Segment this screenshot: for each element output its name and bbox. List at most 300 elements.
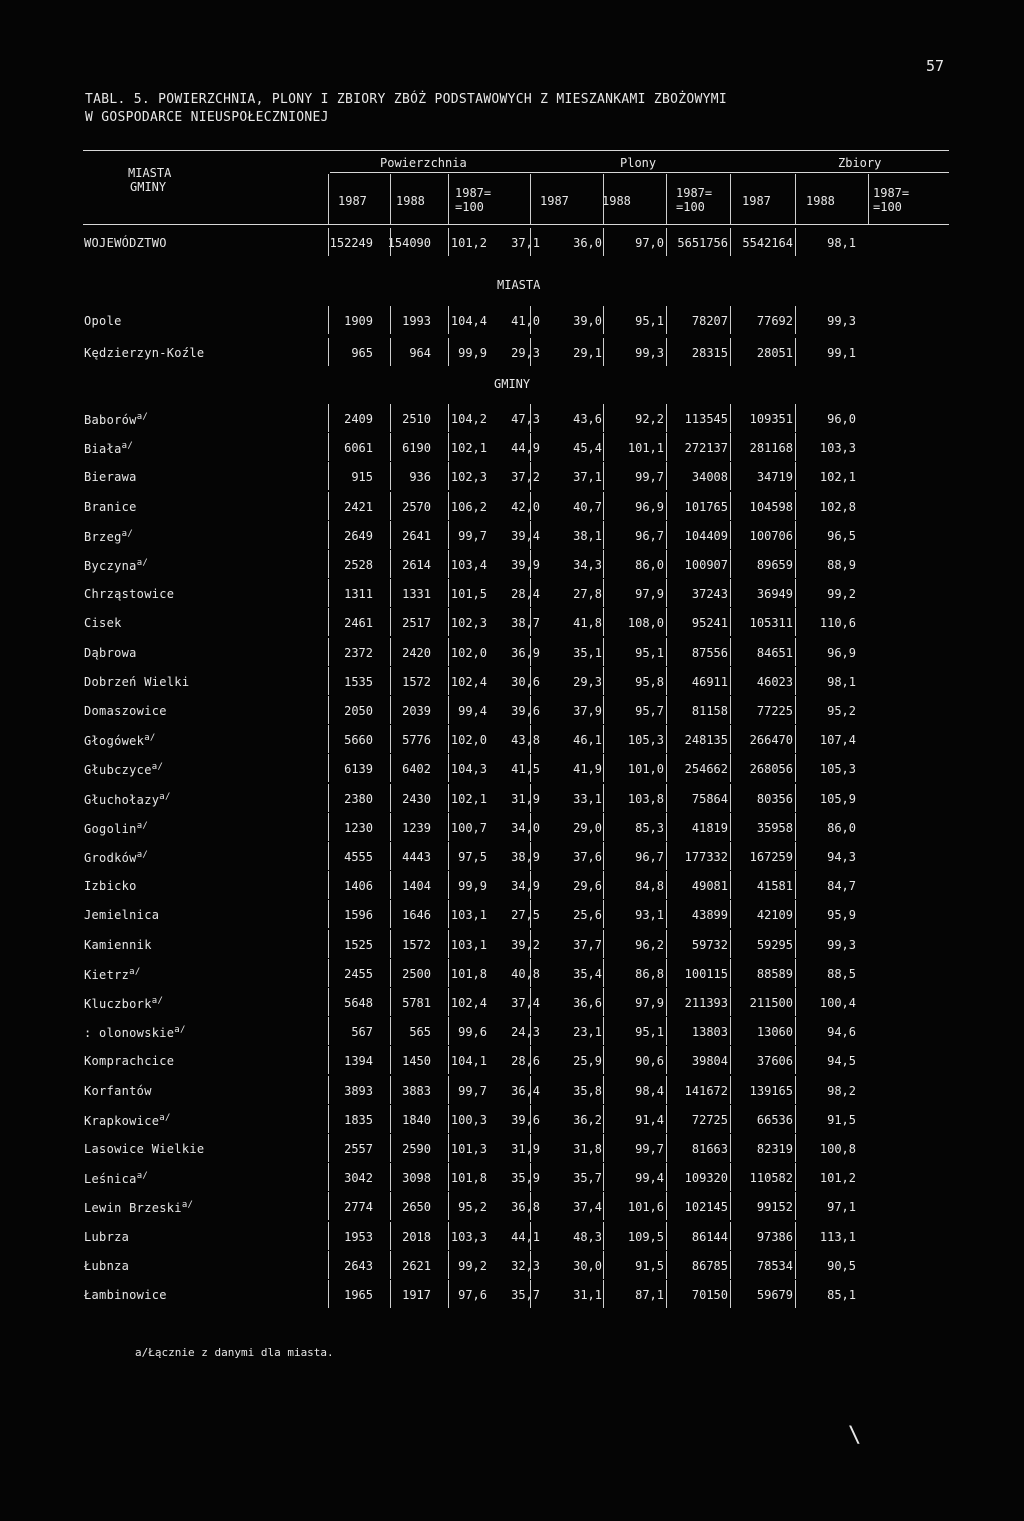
- miasta-row-cell: 1993: [402, 314, 431, 328]
- gminy-row-cell: 82319: [756, 1142, 793, 1156]
- gminy-row-cell: 84,8: [635, 879, 664, 894]
- miasta-row-cell: 1909: [344, 314, 373, 328]
- gminy-row-cell: 211500: [749, 996, 793, 1010]
- cell-rule: [448, 696, 449, 724]
- gminy-row-cell: 102,8: [819, 499, 856, 514]
- gminy-row-cell: 3042: [344, 1171, 373, 1186]
- cell-rule: [666, 462, 667, 490]
- cell-rule: [390, 579, 391, 607]
- cell-rule: [390, 521, 391, 549]
- total-row-cell: 152249: [329, 236, 373, 250]
- miasta-row-cell: 964: [409, 346, 431, 360]
- gminy-row-cell: 36,6: [573, 996, 602, 1010]
- gminy-row-cell: 100,4: [819, 996, 856, 1010]
- cell-rule: [328, 1105, 329, 1133]
- gminy-row-cell: 103,3: [450, 1229, 487, 1244]
- gminy-row-cell: 25,9: [573, 1054, 602, 1069]
- cell-rule: [795, 696, 796, 724]
- gminy-row-cell: 211393: [684, 996, 728, 1010]
- gminy-row-cell: 75864: [691, 791, 728, 806]
- cell-rule: [666, 1134, 667, 1162]
- column-rule-2: [448, 174, 449, 224]
- cell-rule: [666, 1046, 667, 1074]
- gminy-row-cell: 85,3: [635, 820, 664, 835]
- cell-rule: [328, 725, 329, 753]
- gminy-row-cell: 2500: [402, 966, 431, 981]
- column-header-3: 1987: [540, 194, 569, 208]
- gminy-row-cell: 72725: [691, 1112, 728, 1127]
- cell-rule: [730, 813, 731, 841]
- gminy-row-cell: 86,8: [635, 966, 664, 981]
- cell-rule: [530, 404, 531, 432]
- gminy-row-cell: 35,7: [511, 1288, 540, 1302]
- cell-rule: [730, 900, 731, 928]
- gminy-row-cell: 37,4: [511, 996, 540, 1010]
- cell-rule: [530, 784, 531, 812]
- cell-rule: [390, 462, 391, 490]
- cell-rule: [448, 1017, 449, 1045]
- cell-rule: [603, 725, 604, 753]
- cell-rule: [795, 1192, 796, 1220]
- gminy-row-cell: 2420: [402, 645, 431, 660]
- cell-rule: [390, 1076, 391, 1104]
- gminy-row-cell: 2614: [402, 558, 431, 572]
- cell-rule: [603, 813, 604, 841]
- gminy-row-cell: 6061: [344, 441, 373, 456]
- cell-rule: [328, 1192, 329, 1220]
- gminy-row-cell: 97,1: [827, 1200, 856, 1215]
- cell-rule: [603, 784, 604, 812]
- gminy-row-name: Gogolin$^{a/}$: [84, 820, 149, 836]
- gminy-row-cell: 46,1: [573, 733, 602, 748]
- gminy-row-cell: 1840: [402, 1112, 431, 1127]
- gminy-row-cell: 95,2: [827, 704, 856, 718]
- cell-rule: [448, 900, 449, 928]
- gminy-row-name: Głogówek$^{a/}$: [84, 733, 156, 749]
- cell-rule: [448, 404, 449, 432]
- gminy-row-cell: 97,6: [458, 1288, 487, 1302]
- miasta-row-cell: 28051: [756, 346, 793, 360]
- gminy-row-cell: 98,2: [827, 1083, 856, 1098]
- cell-rule: [530, 959, 531, 987]
- gminy-row-cell: 1406: [344, 879, 373, 894]
- cell-rule: [328, 667, 329, 695]
- gminy-row-cell: 1917: [402, 1288, 431, 1302]
- gminy-row-cell: 268056: [749, 762, 793, 777]
- miasta-row-cell: 39,0: [573, 314, 602, 328]
- gminy-row-name: Grodków$^{a/}$: [84, 850, 149, 865]
- gminy-row-cell: 100907: [684, 558, 728, 572]
- total-row-cell: 37,1: [511, 236, 540, 250]
- cell-rule: [328, 462, 329, 490]
- gminy-row-cell: 281168: [749, 441, 793, 456]
- cell-rule: [530, 1163, 531, 1191]
- gminy-row-name: Cisek: [84, 616, 122, 631]
- gminy-row-cell: 110,6: [819, 616, 856, 631]
- miasta-row-cell: 28315: [691, 346, 728, 360]
- cell-rule: [795, 930, 796, 958]
- group-header-0: Powierzchnia: [380, 156, 467, 170]
- cell-rule: [730, 433, 731, 461]
- gminy-row-cell: 90,5: [827, 1258, 856, 1273]
- footnote: a/Łącznie z danymi dla miasta.: [135, 1346, 334, 1359]
- gminy-row-cell: 109320: [684, 1171, 728, 1186]
- cell-rule: [390, 900, 391, 928]
- miasta-row-name: Kędzierzyn-Koźle: [84, 346, 205, 360]
- gminy-row-cell: 2409: [344, 412, 373, 426]
- cell-rule: [795, 228, 796, 256]
- cell-rule: [730, 492, 731, 520]
- cell-rule: [448, 433, 449, 461]
- gminy-row-cell: 96,2: [635, 937, 664, 952]
- gminy-row-cell: 1572: [402, 674, 431, 689]
- gminy-row-cell: 167259: [749, 850, 793, 864]
- cell-rule: [448, 1105, 449, 1133]
- gminy-row-cell: 2590: [402, 1142, 431, 1156]
- cell-rule: [530, 842, 531, 870]
- gminy-row-cell: 96,7: [635, 850, 664, 864]
- cell-rule: [390, 550, 391, 578]
- cell-rule: [390, 842, 391, 870]
- gminy-row-cell: 266470: [749, 733, 793, 748]
- gminy-row-cell: 78534: [756, 1258, 793, 1273]
- gminy-row-cell: 113545: [684, 412, 728, 426]
- gminy-row-cell: 97,9: [635, 587, 664, 602]
- gminy-row-cell: 2039: [402, 704, 431, 718]
- cell-rule: [328, 900, 329, 928]
- cell-rule: [603, 1280, 604, 1308]
- total-row-cell: 101,2: [450, 236, 487, 250]
- gminy-row-cell: 91,4: [635, 1112, 664, 1127]
- total-row-cell: 5542164: [742, 236, 793, 250]
- cell-rule: [730, 667, 731, 695]
- stray-mark: \: [848, 1423, 862, 1448]
- gminy-row-cell: 109,5: [627, 1229, 664, 1244]
- gminy-row-cell: 99,2: [827, 587, 856, 602]
- cell-rule: [730, 228, 731, 256]
- gminy-row-name: Kluczbork$^{a/}$: [84, 996, 164, 1011]
- gminy-row-cell: 23,1: [573, 1025, 602, 1040]
- gminy-row-cell: 38,9: [511, 850, 540, 864]
- cell-rule: [530, 1017, 531, 1045]
- gminy-row-cell: 94,3: [827, 850, 856, 864]
- cell-rule: [448, 871, 449, 899]
- gminy-row-cell: 96,9: [827, 645, 856, 660]
- cell-rule: [448, 492, 449, 520]
- gminy-row-cell: 103,1: [450, 908, 487, 923]
- gminy-row-cell: 89659: [756, 558, 793, 572]
- gminy-row-cell: 101,3: [450, 1142, 487, 1156]
- gminy-row-cell: 2510: [402, 412, 431, 426]
- cell-rule: [390, 1134, 391, 1162]
- cell-rule: [666, 1222, 667, 1250]
- cell-rule: [666, 725, 667, 753]
- cell-rule: [328, 550, 329, 578]
- gminy-row-cell: 77225: [756, 704, 793, 718]
- column-header-7: 1988: [806, 194, 835, 208]
- cell-rule: [448, 579, 449, 607]
- cell-rule: [390, 1017, 391, 1045]
- cell-rule: [328, 638, 329, 666]
- cell-rule: [328, 404, 329, 432]
- column-rule-1: [390, 174, 391, 224]
- cell-rule: [730, 1192, 731, 1220]
- column-header-2: 1987=: [455, 186, 492, 200]
- cell-rule: [448, 521, 449, 549]
- gminy-row-name: Brzeg$^{a/}$: [84, 528, 134, 544]
- gminy-row-cell: 2018: [402, 1229, 431, 1244]
- cell-rule: [328, 988, 329, 1016]
- cell-rule: [795, 1280, 796, 1308]
- gminy-row-cell: 31,9: [511, 1142, 540, 1156]
- gminy-row-cell: 42,0: [511, 499, 540, 514]
- gminy-row-cell: 86,0: [827, 820, 856, 835]
- cell-rule: [666, 404, 667, 432]
- page-number: 57: [926, 57, 945, 75]
- footnote-marker: a/: [159, 791, 171, 802]
- gminy-row-cell: 88,5: [827, 966, 856, 981]
- cell-rule: [730, 1251, 731, 1279]
- cell-rule: [448, 228, 449, 256]
- column-rule-3: [530, 174, 531, 224]
- gminy-row-cell: 42109: [756, 908, 793, 923]
- gminy-row-cell: 254662: [684, 762, 728, 777]
- gminy-row-cell: 99,7: [635, 1142, 664, 1156]
- gminy-row-cell: 43,8: [511, 733, 540, 748]
- cell-rule: [603, 1017, 604, 1045]
- gminy-row-cell: 28,4: [511, 587, 540, 602]
- gminy-row-cell: 110582: [749, 1171, 793, 1186]
- gminy-row-cell: 43,6: [573, 412, 602, 426]
- cell-rule: [795, 842, 796, 870]
- gminy-row-cell: 95241: [691, 616, 728, 631]
- cell-rule: [603, 550, 604, 578]
- cell-rule: [328, 1076, 329, 1104]
- gminy-row-cell: 96,5: [827, 528, 856, 543]
- cell-rule: [666, 1076, 667, 1104]
- gminy-row-cell: 31,9: [511, 791, 540, 806]
- cell-rule: [328, 608, 329, 636]
- gminy-row-cell: 5776: [402, 733, 431, 748]
- cell-rule: [795, 959, 796, 987]
- cell-rule: [603, 1222, 604, 1250]
- gminy-row-cell: 34,0: [511, 820, 540, 835]
- cell-rule: [603, 1251, 604, 1279]
- miasta-row-cell: 104,4: [450, 314, 487, 328]
- gminy-row-cell: 29,0: [573, 820, 602, 835]
- stub-header-miasta: MIASTA: [128, 166, 172, 180]
- gminy-row-cell: 92,2: [635, 412, 664, 426]
- cell-rule: [390, 306, 391, 334]
- gminy-row-name: Jemielnica: [84, 908, 160, 923]
- gminy-row-cell: 70150: [691, 1288, 728, 1302]
- cell-rule: [730, 842, 731, 870]
- total-row-cell: 36,0: [573, 236, 602, 250]
- gminy-row-cell: 99,7: [458, 1083, 487, 1098]
- cell-rule: [328, 754, 329, 782]
- gminy-row-cell: 98,1: [827, 674, 856, 689]
- gminy-row-cell: 3098: [402, 1171, 431, 1186]
- column-rule-4: [603, 174, 604, 224]
- column-header-5: =100: [676, 200, 705, 214]
- cell-rule: [448, 930, 449, 958]
- gminy-row-cell: 28,6: [511, 1054, 540, 1069]
- cell-rule: [795, 608, 796, 636]
- gminy-row-cell: 102,1: [450, 791, 487, 806]
- footnote-marker: a/: [136, 820, 149, 831]
- gminy-row-cell: 2570: [402, 499, 431, 514]
- gminy-row-cell: 4555: [344, 850, 373, 864]
- gminy-row-cell: 2557: [344, 1142, 373, 1156]
- gminy-row-cell: 35,9: [511, 1171, 540, 1186]
- gminy-row-cell: 100,8: [819, 1142, 856, 1156]
- footnote-marker: a/: [181, 1200, 194, 1211]
- gminy-row-name: Lewin Brzeski$^{a/}$: [84, 1200, 194, 1216]
- gminy-row-cell: 103,1: [450, 937, 487, 952]
- gminy-row-cell: 41,5: [511, 762, 540, 777]
- gminy-row-name: Dobrzeń Wielki: [84, 674, 190, 689]
- gminy-row-cell: 1596: [344, 908, 373, 923]
- gminy-row-cell: 100,7: [450, 820, 487, 835]
- cell-rule: [328, 1251, 329, 1279]
- cell-rule: [730, 338, 731, 366]
- gminy-row-cell: 30,6: [511, 674, 540, 689]
- cell-rule: [328, 696, 329, 724]
- cell-rule: [666, 988, 667, 1016]
- cell-rule: [730, 725, 731, 753]
- header-bottom-rule: [83, 224, 949, 225]
- cell-rule: [328, 228, 329, 256]
- cell-rule: [795, 1076, 796, 1104]
- cell-rule: [666, 1251, 667, 1279]
- gminy-row-cell: 33,1: [573, 791, 602, 806]
- gminy-row-cell: 1230: [344, 820, 373, 835]
- gminy-row-cell: 39,9: [511, 558, 540, 572]
- cell-rule: [603, 842, 604, 870]
- gminy-row-cell: 177332: [684, 850, 728, 864]
- cell-rule: [448, 1163, 449, 1191]
- gminy-row-cell: 101,1: [627, 441, 664, 456]
- cell-rule: [328, 871, 329, 899]
- cell-rule: [328, 1046, 329, 1074]
- cell-rule: [730, 638, 731, 666]
- cell-rule: [390, 638, 391, 666]
- cell-rule: [448, 608, 449, 636]
- gminy-row-cell: 47,3: [511, 412, 540, 426]
- gminy-row-cell: 1394: [344, 1054, 373, 1069]
- footnote-marker: a/: [159, 1112, 171, 1123]
- footnote-marker: a/: [121, 528, 134, 539]
- cell-rule: [666, 1017, 667, 1045]
- cell-rule: [603, 754, 604, 782]
- cell-rule: [666, 871, 667, 899]
- gminy-row-cell: 99,2: [458, 1258, 487, 1273]
- cell-rule: [795, 725, 796, 753]
- gminy-row-cell: 41,9: [573, 762, 602, 777]
- gminy-row-cell: 2050: [344, 704, 373, 718]
- gminy-row-cell: 936: [409, 470, 431, 485]
- gminy-row-cell: 95,9: [827, 908, 856, 923]
- gminy-row-cell: 81158: [691, 704, 728, 718]
- gminy-row-cell: 39804: [691, 1054, 728, 1069]
- gminy-row-cell: 31,8: [573, 1142, 602, 1156]
- gminy-row-cell: 101,5: [450, 587, 487, 602]
- cell-rule: [795, 784, 796, 812]
- gminy-row-cell: 13803: [691, 1025, 728, 1040]
- gminy-row-name: Komprachcice: [84, 1054, 175, 1069]
- gminy-row-cell: 34,3: [573, 558, 602, 572]
- cell-rule: [730, 1017, 731, 1045]
- gminy-row-name: Lasowice Wielkie: [84, 1142, 205, 1156]
- gminy-row-cell: 101765: [684, 499, 728, 514]
- section-miasta: MIASTA: [497, 278, 541, 292]
- miasta-row-cell: 99,1: [827, 346, 856, 360]
- cell-rule: [795, 404, 796, 432]
- cell-rule: [530, 1280, 531, 1308]
- gminy-row-cell: 96,7: [635, 528, 664, 543]
- cell-rule: [795, 667, 796, 695]
- gminy-row-cell: 36,4: [511, 1083, 540, 1098]
- gminy-row-cell: 59295: [756, 937, 793, 952]
- column-rule-7: [795, 174, 796, 224]
- miasta-row-cell: 95,1: [635, 314, 664, 328]
- cell-rule: [530, 900, 531, 928]
- gminy-row-cell: 87556: [691, 645, 728, 660]
- gminy-row-cell: 3883: [402, 1083, 431, 1098]
- cell-rule: [730, 1105, 731, 1133]
- gminy-row-cell: 2649: [344, 528, 373, 543]
- cell-rule: [730, 306, 731, 334]
- gminy-row-cell: 87,1: [635, 1288, 664, 1302]
- gminy-row-cell: 99,4: [635, 1171, 664, 1186]
- gminy-row-cell: 91,5: [635, 1258, 664, 1273]
- cell-rule: [730, 871, 731, 899]
- cell-rule: [666, 784, 667, 812]
- gminy-row-cell: 81663: [691, 1142, 728, 1156]
- gminy-row-cell: 1835: [344, 1112, 373, 1127]
- gminy-row-cell: 45,4: [573, 441, 602, 456]
- gminy-row-cell: 1311: [344, 587, 373, 602]
- column-header-6: 1987: [742, 194, 771, 208]
- gminy-row-name: Domaszowice: [84, 704, 167, 718]
- gminy-row-name: Korfantów: [84, 1083, 152, 1098]
- gminy-row-cell: 96,9: [635, 499, 664, 514]
- cell-rule: [328, 433, 329, 461]
- cell-rule: [328, 579, 329, 607]
- cell-rule: [730, 579, 731, 607]
- cell-rule: [448, 667, 449, 695]
- gminy-row-name: Leśnica$^{a/}$: [84, 1171, 149, 1187]
- gminy-row-cell: 34719: [756, 470, 793, 485]
- cell-rule: [390, 433, 391, 461]
- cell-rule: [448, 754, 449, 782]
- cell-rule: [603, 579, 604, 607]
- footnote-marker: a/: [151, 762, 164, 773]
- gminy-row-cell: 104409: [684, 528, 728, 543]
- cell-rule: [666, 306, 667, 334]
- cell-rule: [448, 1251, 449, 1279]
- cell-rule: [666, 228, 667, 256]
- gminy-row-cell: 31,1: [573, 1288, 602, 1302]
- gminy-row-cell: 101,2: [819, 1171, 856, 1186]
- cell-rule: [603, 871, 604, 899]
- column-rule-8: [868, 174, 869, 224]
- cell-rule: [795, 988, 796, 1016]
- cell-rule: [603, 1076, 604, 1104]
- gminy-row-name: Bierawa: [84, 470, 137, 485]
- cell-rule: [603, 608, 604, 636]
- cell-rule: [530, 1134, 531, 1162]
